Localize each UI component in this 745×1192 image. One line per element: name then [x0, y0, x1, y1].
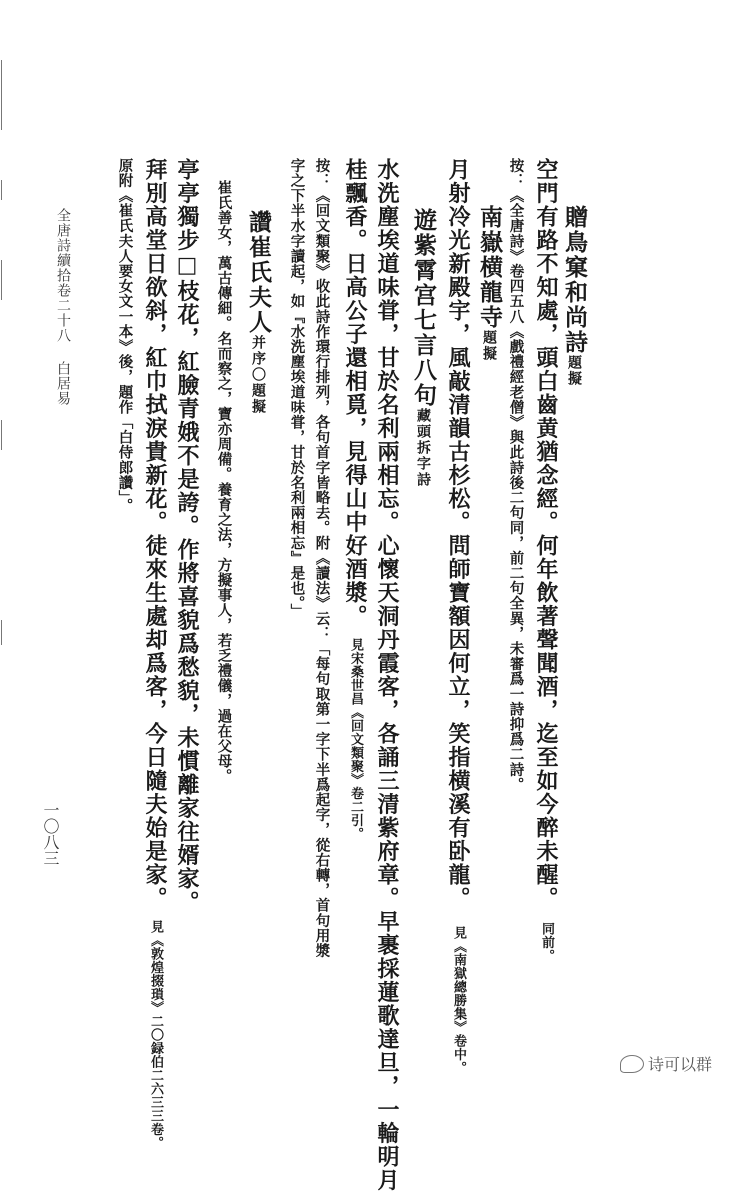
poem-3-line-2-column — [344, 158, 366, 841]
poem-1-commentary: 按：《全唐詩》卷四五八《戲禮經老僧》與此詩後二句同，前二句全異，未審爲一詩抑爲二詩。 — [507, 158, 525, 793]
poem-2-source: 見《南獄總勝集》卷中。 — [451, 926, 466, 1075]
poem-2-title: 南嶽横龍寺 — [476, 205, 503, 330]
poem-4-line-1: 亭亭獨步□枝花，紅臉青娥不是誇。作將喜貌爲愁貌，未慣離家往婿家。 — [174, 158, 200, 914]
poem-3-title-column — [412, 208, 435, 488]
poem-1-text-column — [535, 158, 557, 963]
poem-1-source: 同前。 — [539, 922, 554, 963]
poem-4-preface: 崔氏善女，萬古傳細。名而察之，寶亦周備。養育之法，方擬事人，若乏禮儀，過在父母。 — [215, 180, 233, 784]
poem-1-title-note: 題擬 — [566, 355, 582, 387]
poem-3-source: 見宋桑世昌《回文類聚》卷二引。 — [348, 638, 363, 841]
watermark-text: 诗可以群 — [648, 1055, 713, 1074]
poem-3-commentary-1: 按：《回文類聚》收此詩作環行排列，各句首字皆略去。附《讀法》云：「每句取第一字下半爲起字，從右轉，首句用漿 — [313, 158, 331, 959]
poem-2-line: 月射冷光新殿宇，風敲清韻古杉松。問師寶額因何立，笑指横溪有卧龍。 — [445, 158, 471, 910]
page-number: 一〇八三 — [41, 802, 60, 866]
wechat-icon — [620, 1055, 644, 1073]
watermark — [620, 1052, 712, 1075]
poem-4-line-2: 拜別高堂日欲斜，紅巾拭淚貴新花。徒來生處却爲客，今日隨夫始是家。 — [142, 158, 168, 910]
running-header-title: 全唐詩續拾卷二十八 — [55, 208, 71, 343]
poem-3-commentary-2: 字之下半水字讀起，如『水洗塵埃道味甞，甘於名利兩相忘』是也。」 — [288, 158, 306, 619]
poem-2-title-note: 題擬 — [481, 330, 497, 362]
poem-4-title-note: 并序〇題擬 — [250, 335, 266, 415]
poem-3-title: 遊紫霄宫七言八句 — [410, 208, 437, 408]
poem-3-line-2: 桂飄香。日高公子還相覓，見得山中好酒漿。 — [342, 158, 368, 628]
poem-4-title: 讚崔氏夫人 — [245, 210, 272, 335]
poem-4-line-2-column — [144, 158, 166, 1150]
poem-3-line-1: 水洗塵埃道味甞，甘於名利兩相忘。心懷天洞丹霞客，各誦三清紫府章。早裹採蓮歌達旦，一輪明月 — [374, 158, 400, 1192]
poem-1-line: 空門有路不知處，頭白齒黄猶念經。何年飲著聲聞酒，迄至如今醉未醒。 — [533, 158, 559, 910]
poem-1-title: 贈鳥窠和尚詩 — [561, 205, 588, 355]
poem-3-title-note: 藏頭拆字詩 — [415, 408, 431, 488]
page-scan-edge — [0, 0, 3, 1094]
poem-4-title-column — [247, 210, 270, 415]
running-header-column — [56, 208, 70, 406]
poem-4-commentary: 原附《崔氏夫人要女文一本》後，題作「白侍郎讚」。 — [116, 158, 134, 514]
poem-2-text-column — [447, 158, 469, 1075]
poem-1-title-column — [563, 205, 586, 387]
poem-4-source: 見《敦煌掇瑣》二〇録伯二六三三卷。 — [148, 920, 163, 1150]
running-header-author: 白居易 — [55, 361, 71, 406]
poem-2-title-column — [478, 205, 501, 362]
